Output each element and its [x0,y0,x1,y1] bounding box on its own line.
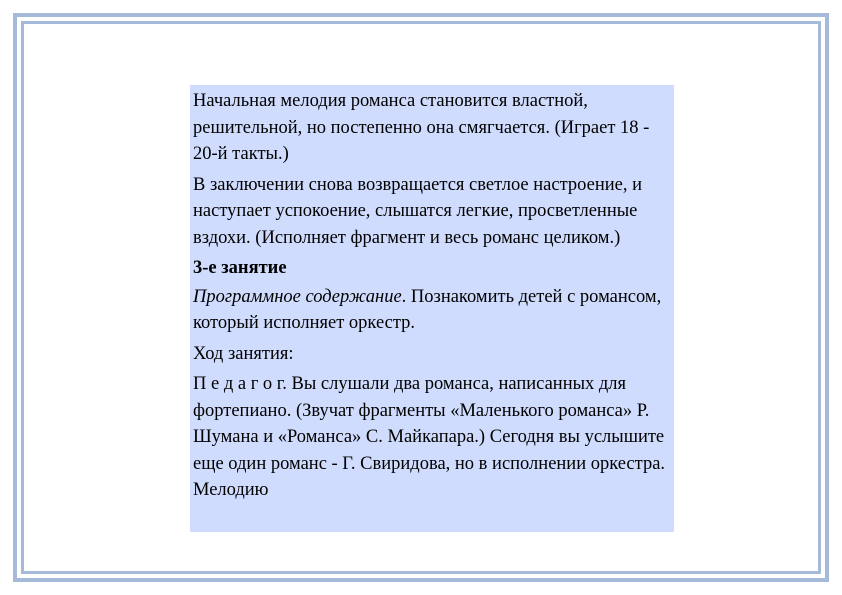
program-content-text: . Познакомить детей с романсом, который исполняет оркестр. [193,286,662,333]
paragraph-melody: Начальная мелодия романса становится властной, решительной, но постепенно она смягчается. (Играет 18 - 20-й такты.) [193,91,650,164]
program-content-label: Программное содержание [193,286,402,307]
paragraph-teacher: П е д а г о г. Вы слушали два романса, написанных для фортепиано. (Звучат фрагменты «Маленького романса» Р. Шумана и «Романса» С. Майкапара.) Сегодня вы услышите еще один романс - Г. Свиридова, но в исполнении оркестра. Мелодию [193,374,666,500]
lesson-progress-label: Ход занятия: [193,343,294,364]
text-block [190,85,674,532]
lesson-heading: 3-е занятие [193,258,287,278]
paragraph-program [193,284,670,337]
paragraph-conclusion: В заключении снова возвращается светлое настроение, и наступает успокоение, слышатся легкие, просветленные вздохи. (Исполняет фрагмент и весь романс целиком.) [193,174,642,248]
